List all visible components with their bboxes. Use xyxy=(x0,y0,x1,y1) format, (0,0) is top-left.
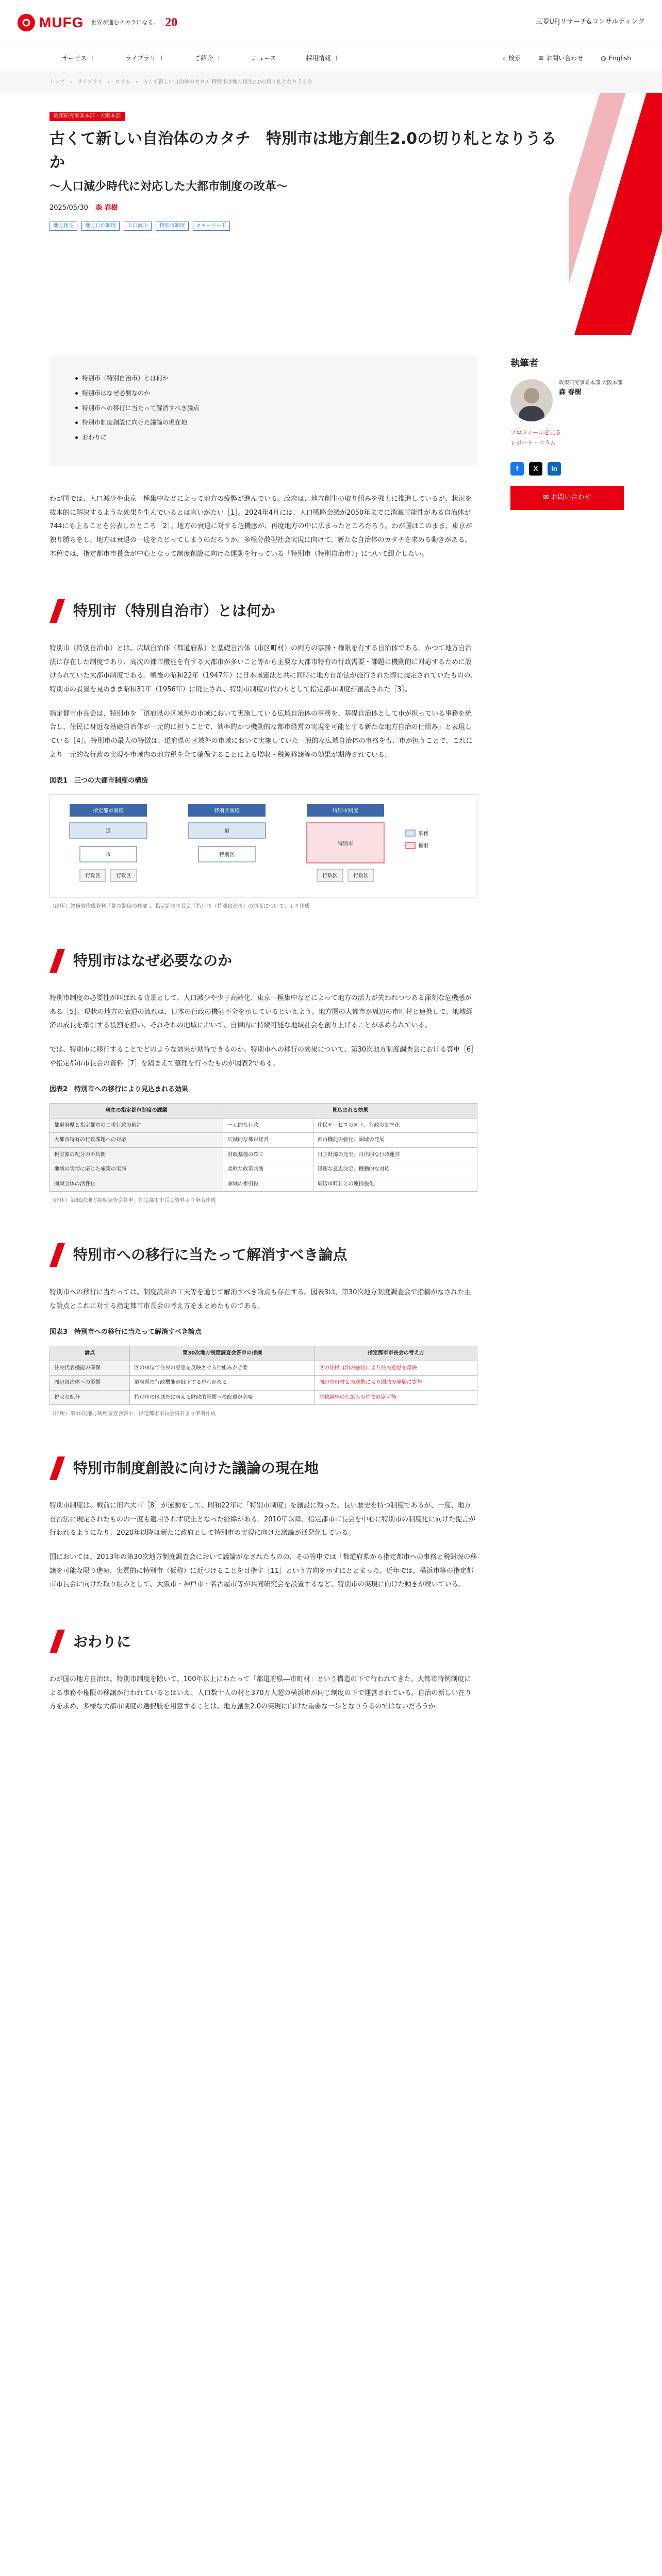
section-paragraph: では、特別市に移行することでどのような効果が期待できるのか。特別市への移行の効果について、第30次地方制度調査会における答申［6］や指定都市市長会の資料［7］を踏まえて整理を行ったものが図表2である。 xyxy=(49,1046,474,1067)
breadcrumb: トップ › ライブラリ › コラム › 古くて新しい自治体のカタチ 特別市は地方創生2.0の切り札となりうるか xyxy=(0,72,662,93)
diagram-label: 行政区 xyxy=(85,873,101,879)
global-nav xyxy=(0,45,662,72)
section-paragraph: 特別市への移行に当たっては、制度設計の工夫等を通じて解消すべき論点も存在する。図表3は、第30次地方制度調査会で指摘がなされた主な論点とこれに対する指定都市市長会の考え方をまとめたものである。 xyxy=(49,1289,471,1310)
keyword-tag[interactable]: 地方自治制度 xyxy=(81,222,120,231)
table-header: 見込まれる効果 xyxy=(223,1104,477,1118)
keyword-tag[interactable]: 人口減少 xyxy=(124,222,152,231)
section-paragraph: 国においては、2013年の第30次地方制度調査会において議論がなされたものの、その答申では「都道府県から指定都市への事務と税財源の移譲を可能な限り進め、実質的に特別市（仮称）に近づけることを目指す［11］という方向を示すにとどまった。近年では、横浜市等の指定都市市長会に向けた取り組みとして、大阪市・神戸市・名古屋市等が共同研究会を設置するなど、特別市の実現に向けた動きが続いている。 xyxy=(49,1553,477,1589)
table-cell: 圏域全体の活性化 xyxy=(50,1177,223,1192)
toc-item[interactable]: おわりに xyxy=(75,430,452,445)
toc-item[interactable]: 特別市への移行に当たって解消すべき論点 xyxy=(75,401,452,416)
table-cell: 都市機能の強化、圏域の発展 xyxy=(313,1133,477,1148)
plus-icon: ＋ xyxy=(89,55,96,62)
diagram-label: 指定都市制度 xyxy=(93,808,124,815)
diagram-label: 市 xyxy=(106,852,111,858)
slash-icon xyxy=(49,1456,65,1480)
slash-icon xyxy=(49,949,65,973)
keyword-tag[interactable]: 地方創生 xyxy=(49,222,77,231)
company-name[interactable]: 三菱UFJリサーチ&コンサルティング xyxy=(536,18,644,26)
contact-button[interactable]: ✉ お問い合わせ xyxy=(510,486,624,510)
table-cell: 周辺市町村との連携強化 xyxy=(313,1177,477,1192)
figure-source-note: （出所）第30次地方制度調査会答申、指定都市市長会資料より筆者作成 xyxy=(49,1198,216,1204)
section-paragraph: 指定都市市長会は、特別市を「道府県の区域外の市域において実施している広域自治体の事務を、基礎自治体として市が担っている事務を統合し、住民に身近な基礎自治体が一元的に担うことで、効率的かつ機動的な都市経営の実現を可能とする新たな地方自治の仕組み」と表現している［4］。特別市の最大の特徴は、道府県の区域外の市域において実施していた一般的な広域自治体の事務をも、市が担うことで、これにより一元的な行政の実現や市域内の地方税を全て確保することによる増収・税源移譲等の効果が期待されている。 xyxy=(49,709,473,759)
diagram-label: 特別市制度 xyxy=(333,808,358,815)
table-header: 第30次地方制度調査会答申の指摘 xyxy=(130,1346,315,1361)
section-heading: 特別市はなぜ必要なのか xyxy=(49,948,477,973)
diagram-label: 道 xyxy=(106,828,111,835)
toc-item[interactable]: 特別市（特別自治市）とは何か xyxy=(75,371,452,386)
search-icon: ⌕ xyxy=(502,55,506,62)
site-header xyxy=(0,0,662,45)
keyword-tag[interactable]: #キーワード xyxy=(193,222,230,231)
toc-item[interactable]: 特別市制度創設に向けた議論の現在地 xyxy=(75,415,452,430)
table-cell: 財政調整の仕組みの中で対応可能 xyxy=(315,1390,477,1405)
breadcrumb-item[interactable]: トップ xyxy=(49,79,65,86)
figure-caption: 図表3 特別市への移行に当たって解消すべき論点 xyxy=(49,1328,202,1336)
table-row xyxy=(50,1177,477,1192)
nav-item-recruit[interactable]: 採用情報 ＋ xyxy=(306,53,340,64)
section-heading: おわりに xyxy=(49,1629,477,1654)
decorative-stripes xyxy=(569,93,662,335)
diagram-label: 道 xyxy=(224,828,229,835)
table-cell: 財政基盤の確立 xyxy=(223,1147,313,1162)
article-hero xyxy=(0,93,662,335)
publish-date: 2025/05/30 xyxy=(49,204,88,212)
table-cell: 圏域の牽引役 xyxy=(223,1177,313,1192)
section-paragraph: 特別市（特別自治市）とは、広域自治体（都道府県）と基礎自治体（市区町村）の両方の事務・権限を有する自治体である。かつて地方自治法に存在した制度であり、高次の都市機能を有する大都市が多いこと等から主要な大都市特有の行政需要・課題に機動的に対応するために設けられていた大都市制度である。戦後の昭和22年（1947年）に日本国憲法と共に同時に地方自治法が施行された際に規定されていたものの、特別市の設置を見ぬまま昭和31年（1956年）に廃止され、特別市制度の代わりとして指定都市制度が創設された［3］。 xyxy=(49,645,477,694)
table-cell: 自主財源の充実、自律的な行政運営 xyxy=(313,1147,477,1162)
figure-caption: 図表1 三つの大都市制度の構造 xyxy=(49,777,148,785)
nav-item-services[interactable]: サービス ＋ xyxy=(62,53,95,64)
language-link[interactable]: ◍ English xyxy=(601,53,631,64)
table-header: 論点 xyxy=(50,1346,130,1361)
plus-icon: ＋ xyxy=(158,55,165,62)
table-cell: 道府県の行政機能が低下する恐れがある xyxy=(130,1376,315,1391)
section-paragraph: わが国の地方自治は、特別市制度を除いて、100年以上にわたって「都道府県―市町村」という構造の下で行われてきた。大都市特例制度による事務や権限の移譲が行われているとはいえ、人口数十人の村と370万人超の横浜市が同じ制度の下で運営されている。自治の新しい在り方を求め、多様な大都市制度の選択肢を用意することは、地方創生2.0の実現に向けた重要な一歩となりうるのではないだろうか。 xyxy=(49,1675,472,1711)
table-cell: 住民代表機能の確保 xyxy=(50,1361,130,1376)
diagram-label: 行政区 xyxy=(116,873,131,879)
figure-2-table xyxy=(49,1103,477,1192)
author-card xyxy=(510,379,624,421)
diagram-label: 行政区 xyxy=(322,873,338,879)
author-link[interactable]: 森 春樹 xyxy=(95,204,118,212)
keyword-tag[interactable]: 特別市制度 xyxy=(156,222,189,231)
diagram-label: 事務 xyxy=(418,831,428,837)
table-cell: 住民サービスの向上、行政の効率化 xyxy=(313,1118,477,1133)
table-cell: 区の住民自治の強化により住民意思を反映 xyxy=(315,1361,477,1376)
logo-text[interactable]: MUFG xyxy=(39,14,84,30)
diagram-label: 行政区 xyxy=(353,873,369,879)
article-title: 古くて新しい自治体のカタチ 特別市は地方創生2.0の切り札となりうるか xyxy=(49,129,557,172)
share-buttons xyxy=(510,462,624,476)
breadcrumb-current: 古くて新しい自治体のカタチ 特別市は地方創生2.0の切り札となりうるか xyxy=(143,79,313,86)
author-name: 森 春樹 xyxy=(559,388,582,396)
reports-link[interactable]: レポート・コラム xyxy=(510,439,556,447)
tagline: 世界が進むチカラになる。 xyxy=(91,19,159,26)
figure-source-note: （出所）第30次地方制度調査会答申、指定都市市長会資料より筆者作成 xyxy=(49,1411,216,1417)
table-row xyxy=(50,1162,477,1177)
table-row xyxy=(50,1361,477,1376)
slash-icon xyxy=(49,599,65,623)
table-cell: 都道府県と指定都市の二重行政の解消 xyxy=(50,1118,223,1133)
article-body xyxy=(49,355,477,1714)
table-cell: 周辺市町村との連携により圏域の発展に寄与 xyxy=(315,1376,477,1391)
table-row xyxy=(50,1376,477,1391)
mail-icon: ✉ xyxy=(543,494,551,502)
plus-icon: ＋ xyxy=(216,55,222,62)
globe-icon: ◍ xyxy=(601,55,606,62)
mail-icon: ✉ xyxy=(538,55,544,62)
table-cell: 広域的な都市経営 xyxy=(223,1133,313,1148)
table-cell: 一元的な行政 xyxy=(223,1118,313,1133)
table-cell: 迅速な意思決定、機動的な対応 xyxy=(313,1162,477,1177)
anniversary-mark: 20 xyxy=(165,15,178,29)
mufg-logo-icon[interactable] xyxy=(18,14,35,31)
diagram-label: 特別市 xyxy=(338,841,353,848)
table-row xyxy=(50,1133,477,1148)
table-cell: 柔軟な政策判断 xyxy=(223,1162,313,1177)
table-header: 指定都市市長会の考え方 xyxy=(315,1346,477,1361)
diagram-label: 特別区制度 xyxy=(214,808,240,815)
table-row xyxy=(50,1118,477,1133)
linkedin-icon[interactable]: in xyxy=(548,462,561,476)
diagram-label: 特別区 xyxy=(219,852,235,858)
profile-link[interactable]: プロフィールを見る xyxy=(510,429,561,436)
breadcrumb-item[interactable]: ライブラリ xyxy=(77,79,103,86)
table-cell: 大都市特有の行政課題への対応 xyxy=(50,1133,223,1148)
nav-item-library[interactable]: ライブラリ ＋ xyxy=(125,53,164,64)
article-subtitle: ～人口減少時代に対応した大都市制度の改革～ xyxy=(49,180,288,193)
table-row xyxy=(50,1147,477,1162)
table-cell: 税財源の配分の不均衡 xyxy=(50,1147,223,1162)
plus-icon: ＋ xyxy=(333,55,340,62)
breadcrumb-item[interactable]: コラム xyxy=(115,79,131,86)
slash-icon xyxy=(49,1630,65,1653)
author-avatar[interactable] xyxy=(510,379,553,421)
section-heading: 特別市制度創設に向けた議論の現在地 xyxy=(49,1455,477,1481)
table-header: 現在の指定都市制度の課題 xyxy=(50,1104,223,1118)
table-cell: 周辺自治体への影響 xyxy=(50,1376,130,1391)
intro-paragraph: わが国では、人口減少や東京一極集中などによって地方の疲弊が進んでいる。政府は、地方創生の取り組みを強力に推進しているが、状況を抜本的に解決するような効果を生んでいるとは言いがたい［1］。2024年4月には、人口戦略会議が2050年までに消滅可能性がある自治体が744にも上ることを公表したところ［2］。地方の衰退に対する危機感が、再度地方の中に広まったところだろう。わが国はこのまま、東京が独り勝ちをし、地方は衰退の一途をたどってしまうのだろうか。多極分散型社会実現に向けて、新たな自治体のカタチを求める動きがある。本稿では、指定都市市長会が中心となって制度創設に向けた運動を行っている「特別市（特別自治市）」について紹介したい。 xyxy=(49,495,472,558)
table-cell: 地域の実情に応じた施策の実施 xyxy=(50,1162,223,1177)
category-tag[interactable]: 政策研究事業本部・大阪本部 xyxy=(49,112,125,121)
city-system-diagram xyxy=(59,804,468,888)
x-icon[interactable]: X xyxy=(529,462,542,476)
slash-icon xyxy=(49,1243,65,1267)
diagram-label: 権限 xyxy=(418,843,428,850)
figure-source-note: （出所）総務省作成資料「都市制度の概要」、指定都市市長会「特別市（特別自治市）の制度について」より作成 xyxy=(49,904,310,910)
table-of-contents xyxy=(49,355,477,466)
table-cell: 区の単位で住民の意思を反映させる仕組みが必要 xyxy=(130,1361,315,1376)
sidebar-heading: 執筆者 xyxy=(510,358,538,369)
nav-item-about[interactable]: ご紹介 ＋ xyxy=(194,53,222,64)
table-cell: 税収の配分 xyxy=(50,1390,130,1405)
section-paragraph: 特別市制度の必要性が叫ばれる背景として、人口減少や少子高齢化、東京一極集中などによって地方の活力が失われつつある深刻な危機感がある［5］。現状の地方の衰退の流れは、日本の行政の機能不全を示しているといえよう。地方圏の大都市が周辺の市町村と連携して、地域経済の成長を牽引する役割を担い、それぞれの地域において、自律的に持続可能な地域社会を創り上げることが求められている。 xyxy=(49,994,473,1030)
table-row xyxy=(50,1390,477,1405)
toc-item[interactable]: 特別市はなぜ必要なのか xyxy=(75,386,452,401)
section-heading: 特別市への移行に当たって解消すべき論点 xyxy=(49,1242,477,1267)
figure-1-diagram xyxy=(49,794,477,897)
contact-link[interactable]: ✉ お問い合わせ xyxy=(538,53,583,64)
sidebar xyxy=(510,355,624,510)
nav-item-news[interactable]: ニュース xyxy=(252,55,276,62)
figure-3-table xyxy=(49,1346,477,1405)
section-heading: 特別市（特別自治市）とは何か xyxy=(49,598,477,623)
figure-caption: 図表2 特別市への移行により見込まれる効果 xyxy=(49,1086,189,1094)
facebook-icon[interactable]: f xyxy=(510,462,524,476)
section-paragraph: 特別市制度は、戦前に旧六大市［8］が運動をして、昭和22年に「特別市制度」を創設に残った。長い歴史を持つ制度であるが、一度、地方自治法に規定されたものの一度も適用されず廃止となった経緯がある。2010年以降、指定都市市長会を中心に特別市の制度化に向けた提言が行われるようになり、2020年以降は新たに政府として特別市の実現に向けた議論が活発化している。 xyxy=(49,1502,476,1537)
table-cell: 特別市の区域外に与える財政的影響への配慮が必要 xyxy=(130,1390,315,1405)
search-link[interactable]: ⌕ 検索 xyxy=(502,53,521,64)
author-org: 政策研究事業本部 大阪本部 xyxy=(559,380,623,386)
